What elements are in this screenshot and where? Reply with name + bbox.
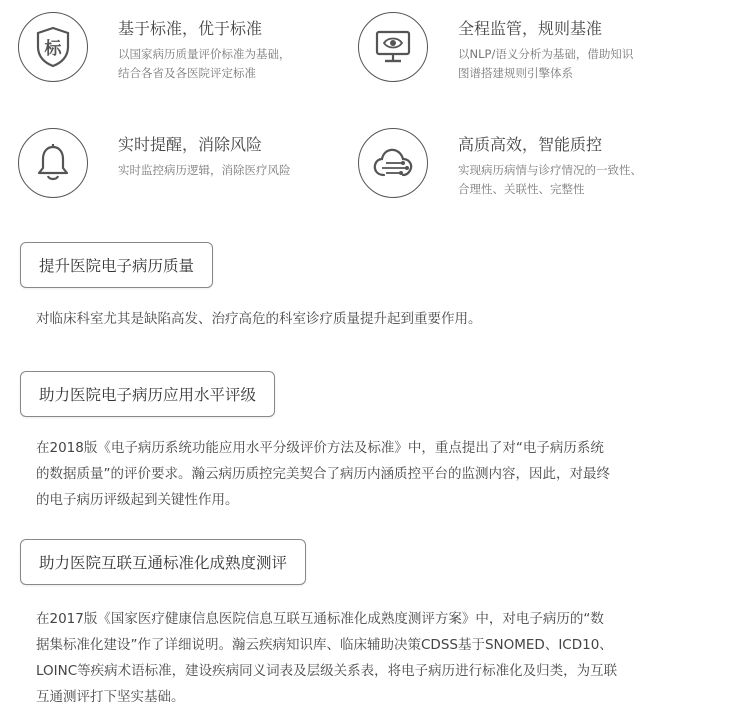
section-body-emr-quality: 对临床科室尤其是缺陷高发、治疗高危的科室诊疗质量提升起到重要作用。 [36, 311, 482, 327]
feature-desc: 以NLP/语义分析为基础，借助知识 图谱搭建规则引擎体系 [458, 47, 634, 80]
feature-desc: 实时监控病历逻辑，消除医疗风险 [118, 163, 291, 177]
section-title-emr-quality: 提升医院电子病历质量 [20, 242, 213, 288]
feature-desc: 实现病历病情与诊疗情况的一致性、 合理性、关联性、完整性 [458, 163, 642, 196]
feature-title: 实时提醒，消除风险 [118, 135, 263, 154]
feature-desc: 以国家病历质量评价标准为基础， 结合各省及各医院评定标准 [118, 47, 291, 80]
section-title-interoperability: 助力医院互联互通标准化成熟度测评 [20, 539, 306, 585]
section-body-emr-rating: 在2018版《电子病历系统功能应用水平分级评价方法及标准》中，重点提出了对“电子病历系统 的数据质量”的评价要求。瀚云病历质控完美契合了病历内涵质控平台的监测内容，因此，对最终 的电子病历评级起到关键性作用。 [36, 440, 610, 508]
section-title-emr-rating: 助力医院电子病历应用水平评级 [20, 371, 275, 417]
section-body-interoperability: 在2017版《国家医疗健康信息医院信息互联互通标准化成熟度测评方案》中，对电子病历的“数 据集标准化建设”作了详细说明。瀚云疾病知识库、临床辅助决策CDSS基于SNOMED、ICD10、 LOINC等疾病术语标准，建设疾病同义词表及层级关系表，将电子病历进行标准化及归类，为互联 互通测评打下坚实基础。 [36, 611, 618, 705]
feature-icon-circle [18, 12, 88, 82]
bell-icon [33, 142, 73, 184]
shield-badge-text: 标 [44, 39, 62, 59]
feature-icon-circle [358, 12, 428, 82]
feature-icon-circle [18, 128, 88, 198]
feature-title: 基于标准，优于标准 [118, 19, 263, 38]
monitor-eye-icon [373, 27, 413, 67]
feature-title: 全程监管，规则基准 [458, 19, 603, 38]
feature-icon-circle [358, 128, 428, 198]
feature-title: 高质高效，智能质控 [458, 135, 603, 154]
cloud-network-icon [370, 143, 416, 183]
shield-badge-icon [33, 25, 73, 69]
